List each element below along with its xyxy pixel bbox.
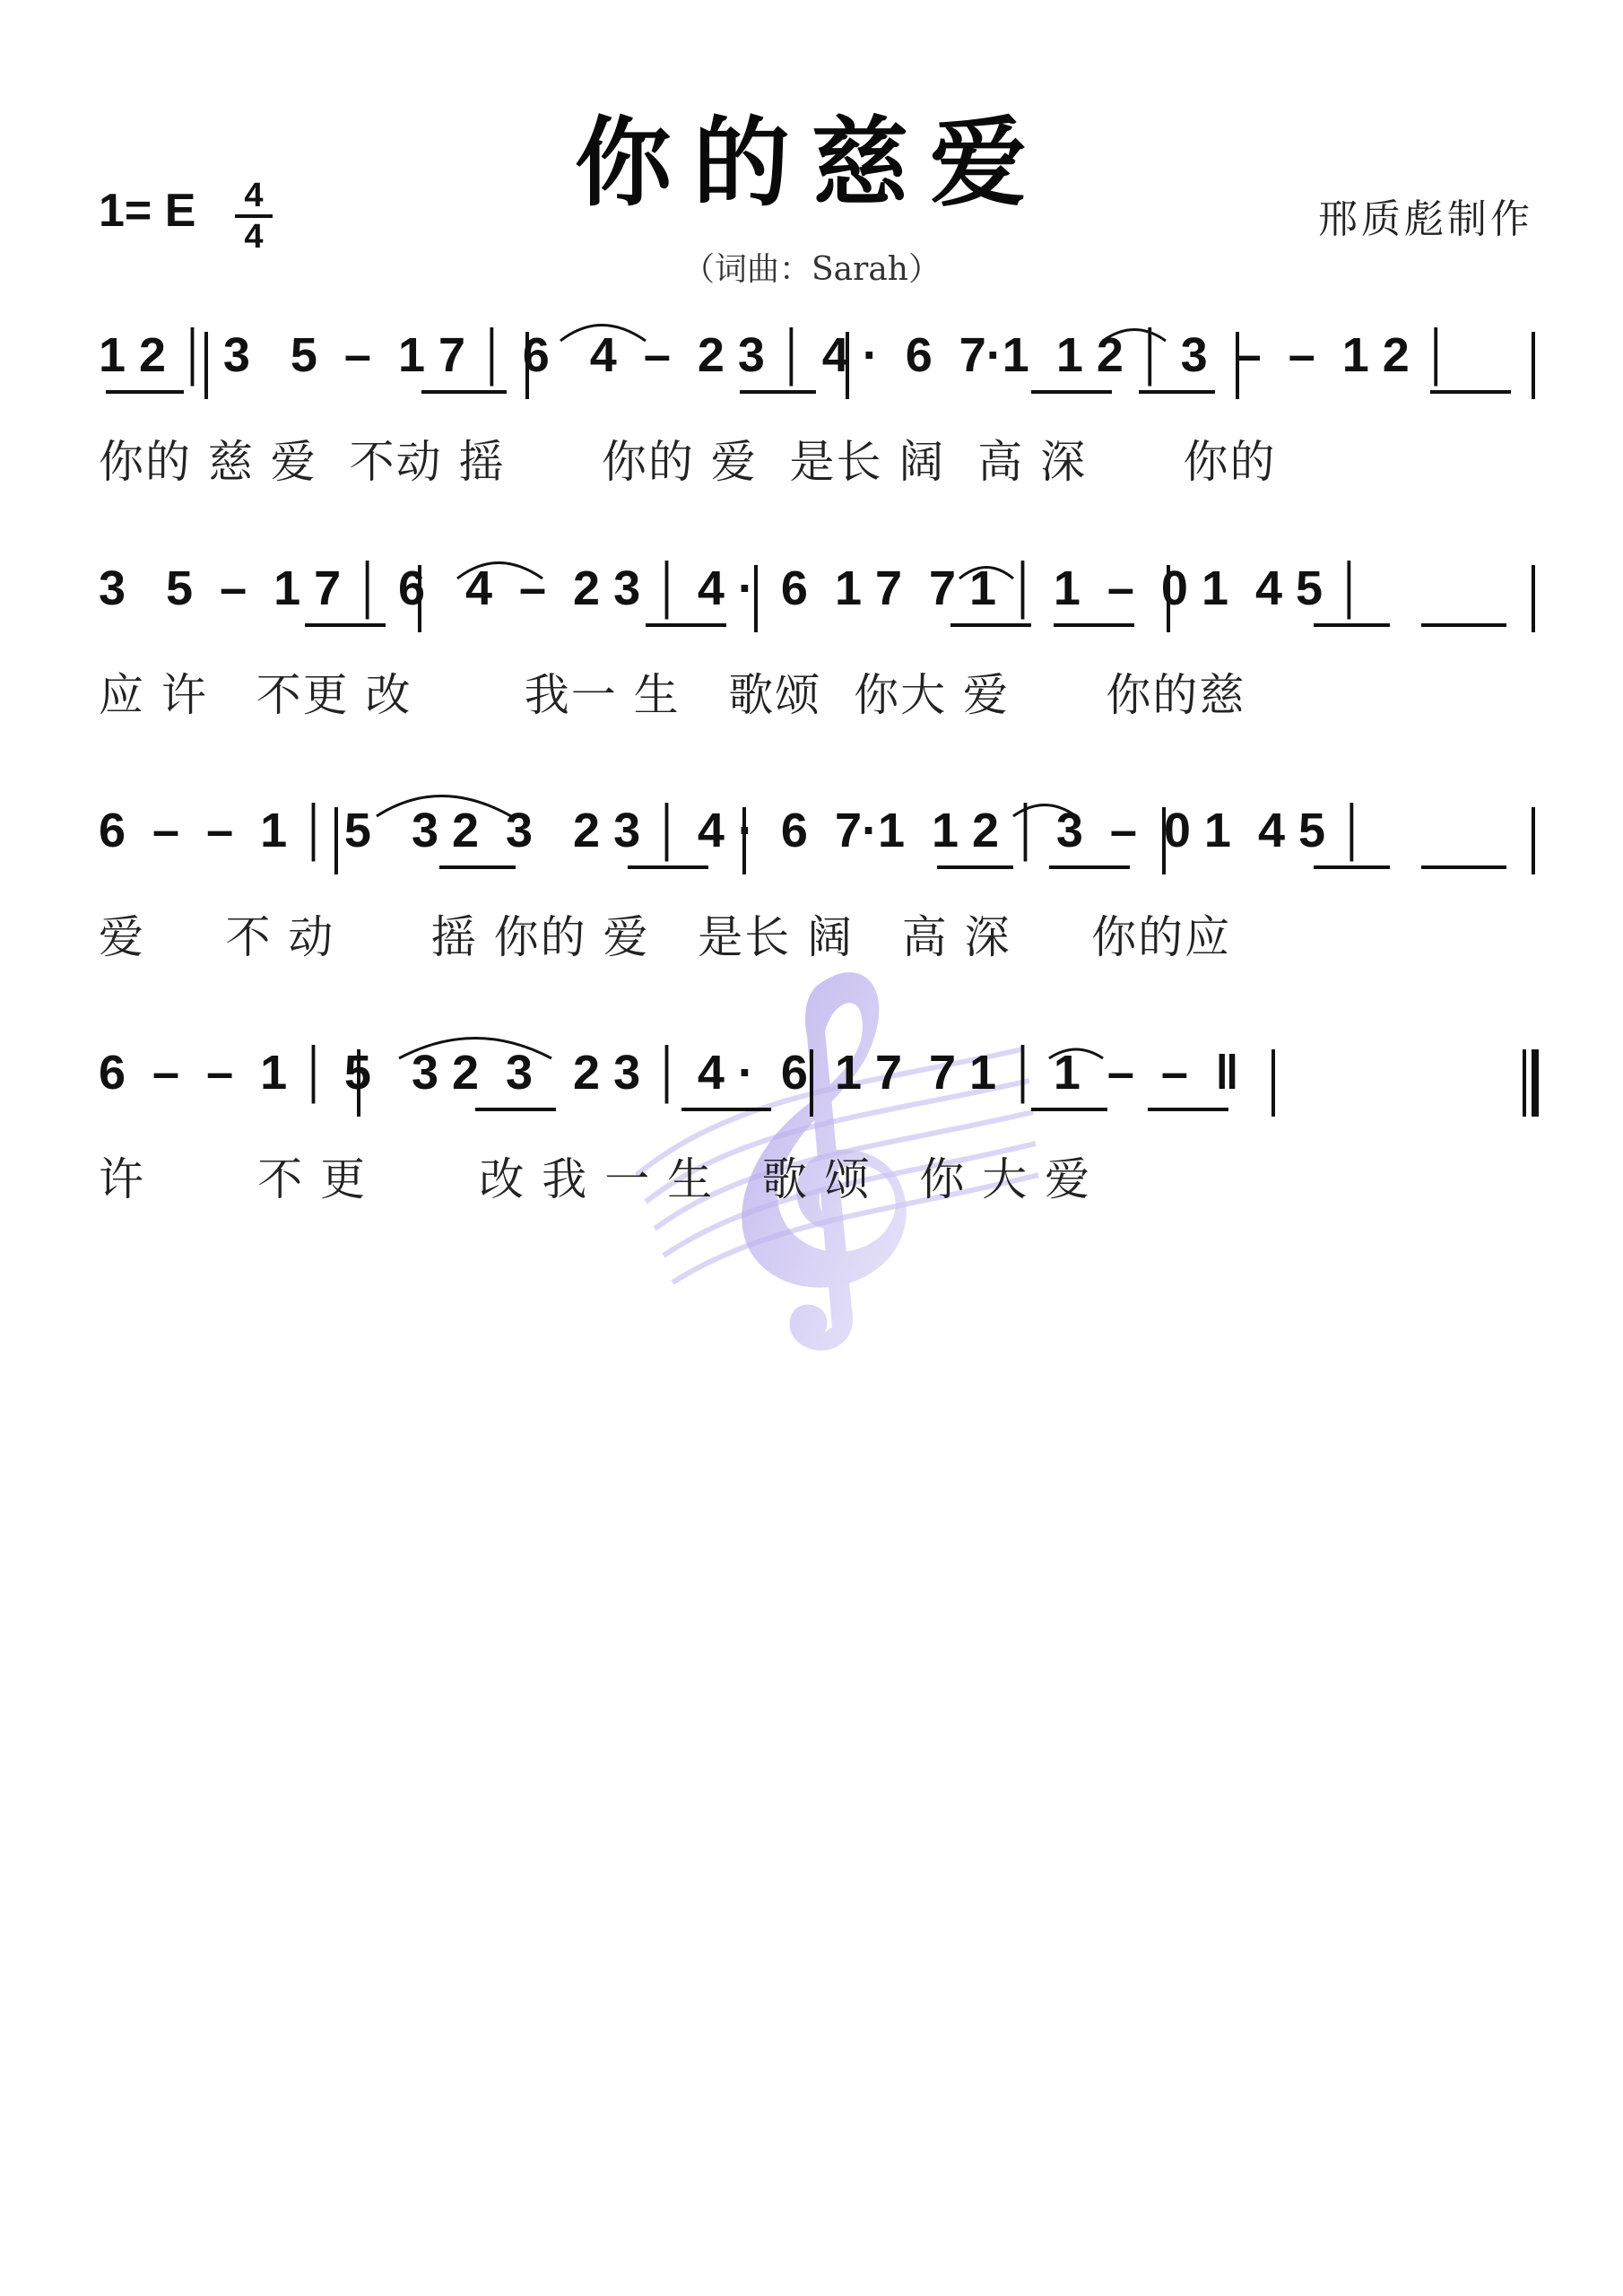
slur [959,568,1013,579]
slur [560,326,646,342]
time-numerator: 4 [244,177,264,214]
page-title: 你的慈爱 [574,107,1048,220]
lyrics-line: 爱 不 动 摇 你的 爱 是长 阔 高 深 你的应 [99,911,1232,963]
slur [399,1039,551,1059]
credit: （词曲：Sarah） [682,251,941,288]
slur [1103,330,1166,342]
notes-line: 3 5 – 1 7 │ 6 4 – 2 3 │ 4 · 6 1 7 7 1 │ 1 – 0 1 4 5 │ [99,561,1367,615]
arranger: 邢质彪制作 [1318,196,1533,242]
notes-line: 1 2 │ 3 5 – 1 7 │ 6 4 – 2 3 │ 4 · 6 7·1 1 2 │ 3 – – 1 2 │ [99,328,1454,382]
key-signature: 1= E [99,185,196,237]
slur [457,563,542,579]
notes-line: 6 – – 1 │ 5 3 2 3 2 3 │ 4 · 6 1 7 7 1 │ 1 – – ‖ [99,1046,1239,1100]
lyrics-line: 许 不 更 改 我 一 生 歌 颂 你 大 爱 [99,1153,1092,1205]
slur [1049,1049,1103,1058]
slur [377,796,511,817]
notes-line: 6 – – 1 │ 5 3 2 3 2 3 │ 4 · 6 7·1 1 2 │ 3 – 0 1 4 5 │ [99,804,1369,857]
time-denominator: 4 [244,218,264,256]
lyrics-line: 应 许 不更 改 我一 生 歌颂 你大 爱 你的慈 [99,669,1246,721]
lyrics-line: 你的 慈 爱 不动 摇 你的 爱 是长 阔 高 深 你的 [99,436,1277,488]
slur [1013,805,1076,817]
